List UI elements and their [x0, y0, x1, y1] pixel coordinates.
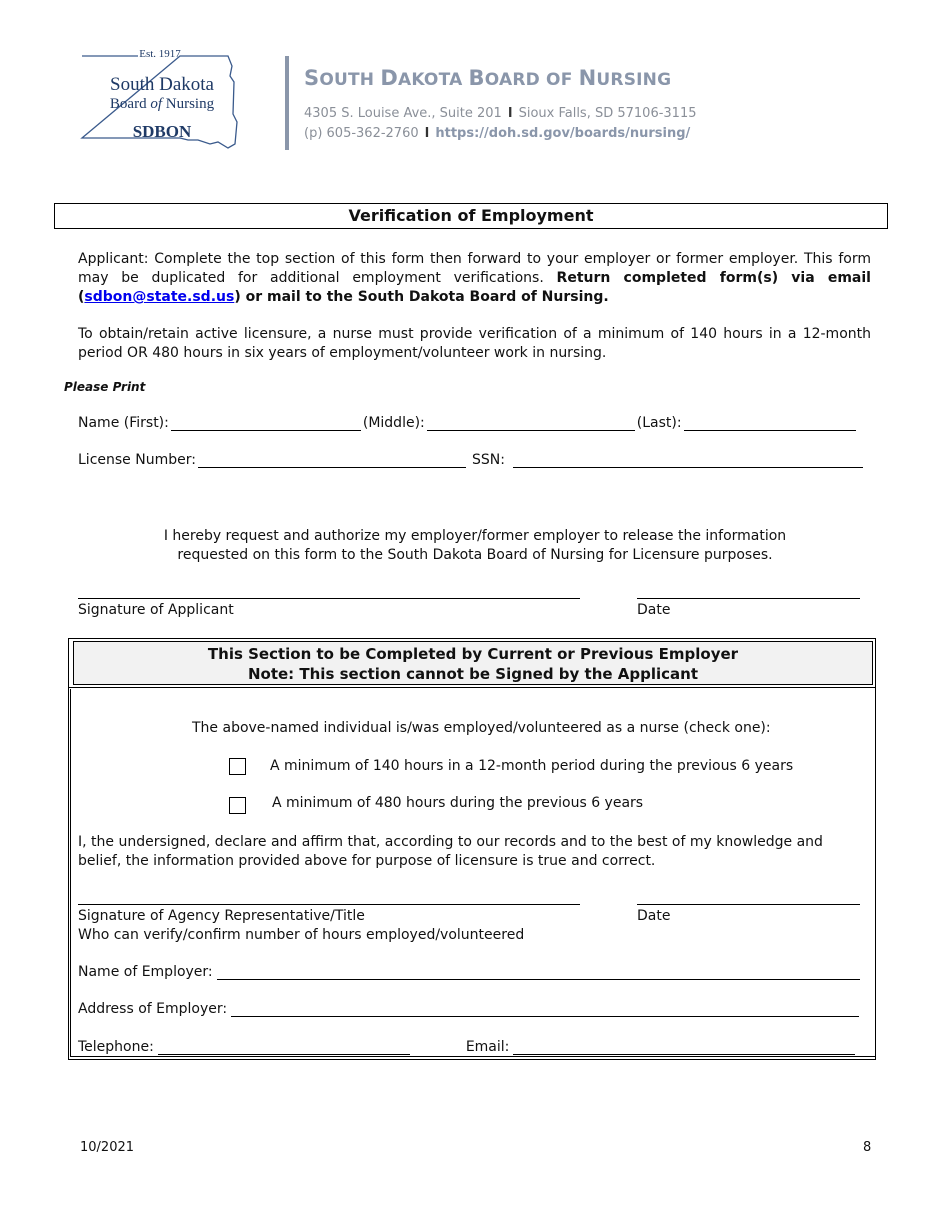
name-middle-label: (Middle): [362, 415, 425, 431]
name-first-label: Name (First): [78, 415, 169, 431]
please-print-label: Please Print [64, 380, 146, 394]
ssn-field[interactable] [513, 452, 863, 468]
license-number-label: License Number: [78, 452, 196, 468]
license-row [78, 452, 865, 468]
email-link[interactable]: sdbon@state.sd.us [84, 289, 235, 305]
employer-address-field[interactable] [231, 1001, 859, 1017]
checkbox-140-hours[interactable] [229, 758, 246, 775]
agency-date-field[interactable] [637, 904, 860, 905]
form-title: Verification of Employment [54, 203, 888, 229]
check-one-instruction: The above-named individual is/was employed/volunteered as a nurse (check one): [192, 720, 771, 736]
footer-revision-date: 10/2021 [80, 1140, 135, 1155]
license-number-field[interactable] [198, 452, 466, 468]
employer-address-row [78, 1001, 861, 1017]
email-label: Email: [465, 1039, 510, 1055]
agency-signature-sublabel: Who can verify/confirm number of hours employed/volunteered [78, 927, 525, 943]
logo-est: Est. 1917 [139, 48, 181, 60]
org-contact: (p) 605-362-2760 l https://doh.sd.gov/boards/nursing/ [304, 126, 691, 141]
name-last-field[interactable] [684, 415, 856, 431]
footer-page-number: 8 [863, 1140, 872, 1155]
logo-south-dakota: South Dakota [110, 74, 214, 95]
option-480-hours-label: A minimum of 480 hours during the previous 6 years [272, 795, 644, 811]
licensure-requirement: To obtain/retain active licensure, a nurse must provide verification of a minimum of 140 hours in a 12-month period OR 480 hours in six years of employment/volunteer work in nursing. [78, 326, 871, 361]
ssn-label: SSN: [471, 452, 505, 468]
authorization-text: I hereby request and authorize my employer/former employer to release the information requested on this form to the South Dakota Board of Nursing for Licensure purposes. [163, 528, 787, 563]
logo-sdbon: SDBON [132, 122, 192, 141]
agency-signature-label: Signature of Agency Representative/Title [78, 908, 365, 924]
employer-contact-row [78, 1039, 857, 1055]
option-140-hours-label: A minimum of 140 hours in a 12-month period during the previous 6 years [270, 758, 794, 774]
org-title: SOUTH DAKOTA BOARD OF NURSING [304, 66, 672, 90]
applicant-signature-field[interactable] [78, 598, 580, 599]
header-divider [285, 56, 289, 150]
applicant-date-field[interactable] [637, 598, 860, 599]
employer-address-label: Address of Employer: [78, 1001, 228, 1017]
telephone-label: Telephone: [78, 1039, 154, 1055]
agency-signature-field[interactable] [78, 904, 580, 905]
name-middle-field[interactable] [427, 415, 635, 431]
section-divider [68, 687, 876, 688]
name-last-label: (Last): [636, 415, 682, 431]
intro-paragraph: Applicant: Complete the top section of this form then forward to your employer or former employer. This form may be duplicated for additional employment verifications. Return completed form(s) via email (sdbon@state.sd.us) or mail to the South Dakota Board of Nursing. [78, 251, 871, 305]
org-address: 4305 S. Louise Ave., Suite 201 l Sioux Falls, SD 57106-3115 [304, 106, 697, 121]
sdbon-logo [80, 48, 240, 152]
telephone-field[interactable] [158, 1039, 410, 1055]
applicant-date-label: Date [637, 602, 671, 618]
employer-section-heading: This Section to be Completed by Current or Previous Employer Note: This section cannot be Signed by the Applicant [73, 641, 873, 685]
employer-name-label: Name of Employer: [78, 964, 213, 980]
declaration-text: I, the undersigned, declare and affirm that, according to our records and to the best of my knowledge and belief, the information provided above for purpose of licensure is true and correct. [78, 834, 823, 869]
employer-name-row [78, 964, 862, 980]
employer-name-field[interactable] [217, 964, 860, 980]
org-url[interactable]: https://doh.sd.gov/boards/nursing/ [435, 126, 691, 141]
agency-date-label: Date [637, 908, 671, 924]
checkbox-480-hours[interactable] [229, 797, 246, 814]
email-field[interactable] [513, 1039, 855, 1055]
logo-board-of-nursing: Board of Nursing [109, 96, 215, 112]
name-row [78, 415, 858, 431]
applicant-signature-label: Signature of Applicant [78, 602, 234, 618]
name-first-field[interactable] [171, 415, 361, 431]
